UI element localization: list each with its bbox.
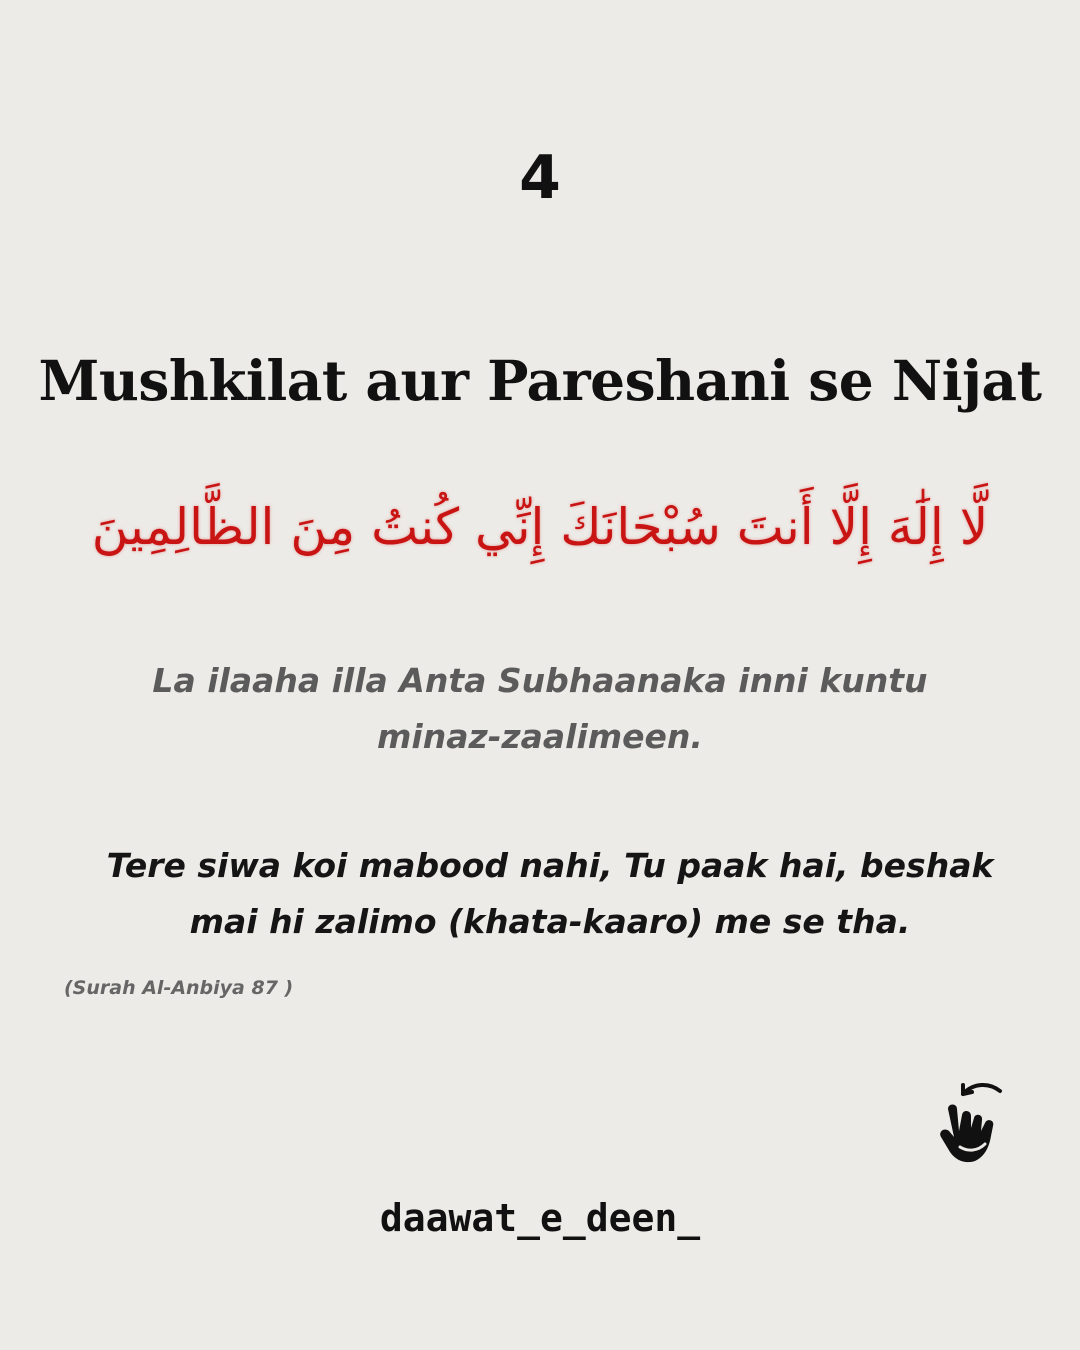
translation-text: Tere siwa koi mabood nahi, Tu paak hai, beshak mai hi zalimo (khata-kaaro) me se tha. — [106, 846, 994, 941]
transliteration-text: La ilaaha illa Anta Subhaanaka inni kuntu minaz-zaalimeen. — [152, 661, 928, 756]
surah-reference: (Surah Al-Anbiya 87 ) — [64, 977, 294, 999]
page-title: Mushkilat aur Pareshani se Nijat — [38, 347, 1042, 413]
account-handle: daawat_e_deen_ — [379, 1196, 701, 1240]
slide-number: 4 — [519, 143, 561, 213]
arabic-dua: لَّا إِلَٰهَ إِلَّا أَنتَ سُبْحَانَكَ إِنِّي كُنتُ مِنَ الظَّالِمِينَ — [91, 498, 989, 556]
swipe-hand-icon[interactable] — [932, 1078, 1016, 1168]
swipe-hand-icon-graphic — [932, 1078, 1016, 1168]
